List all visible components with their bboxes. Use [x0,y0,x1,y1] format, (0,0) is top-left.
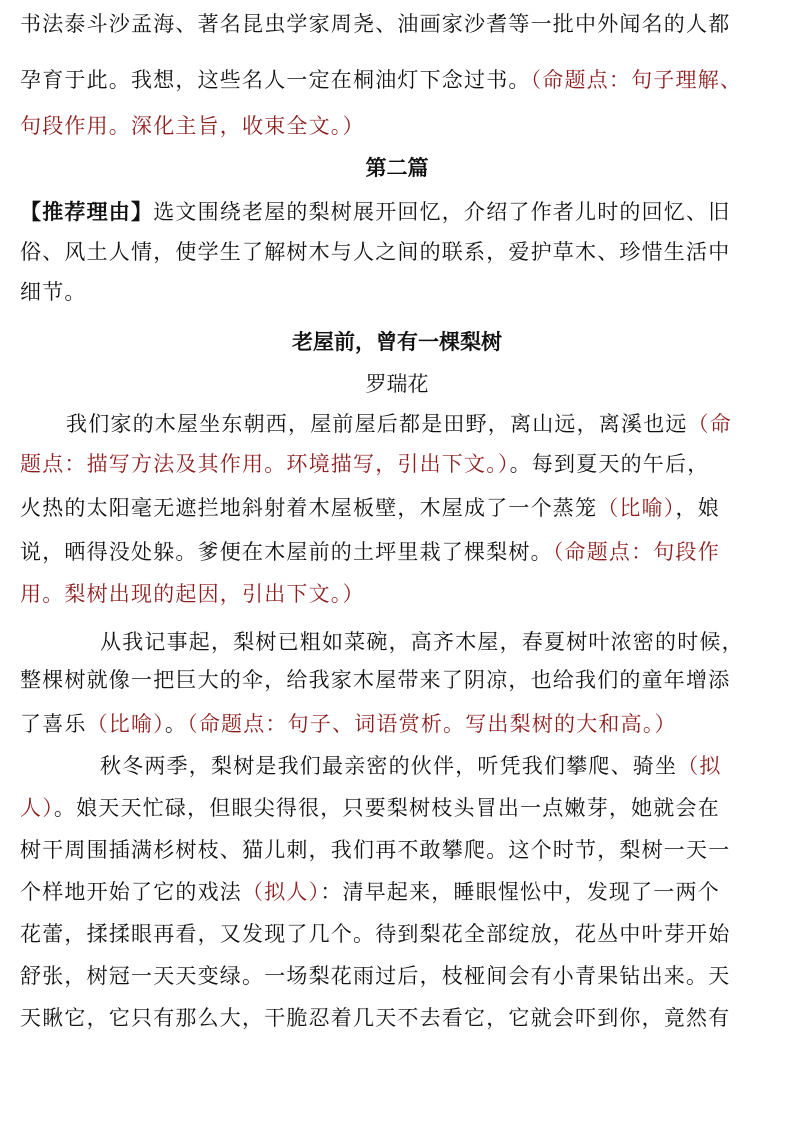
recommendation-line [20,194,780,230]
recommendation-label: 【推荐理由】 [20,200,154,224]
annotation-text: （拟 [677,754,722,778]
paragraph-line [100,748,780,784]
body-text: 火热的太阳毫无遮拦地斜射着木屋板壁，木屋成了一个蒸笼 [20,496,598,520]
annotation-line: 用。梨树出现的起因，引出下文。） [20,582,365,606]
body-text: 了喜乐 [20,712,87,736]
annotation-text: 人） [20,796,54,820]
body-text: 孕育于此。我想，这些名人一定在桐油灯下念过书。 [20,68,531,92]
article-title: 老屋前，曾有一棵梨树 [292,330,502,354]
annotation-text: （命题点：句段作 [552,540,720,564]
paragraph-line: 整棵树就像一把巨大的伞，给我家木屋带来了阴凉，也给我们的童年增添 [20,668,731,692]
recommendation-line: 俗、风土人情，使学生了解树木与人之间的联系，爱护草木、珍惜生活中 [20,240,731,264]
paragraph-line [66,406,780,442]
annotation-text: （比喻） [597,496,676,520]
article-author: 罗瑞花 [365,372,429,396]
body-text: 我们家的木屋坐东朝西，屋前屋后都是田野，离山远，离溪也远 [66,412,688,436]
annotation-text: （拟人） [242,880,321,904]
annotation-text: （命题点：句子理解、 [530,68,743,92]
paragraph-line [20,534,780,570]
paragraph-line: 花蕾，揉揉眼再看，又发现了几个。待到梨花全部绽放，花丛中叶芽开始 [20,922,731,946]
body-text: 。 [164,712,188,736]
paragraph-line: 树干周围插满杉树枝、猫儿刺，我们再不敢攀爬。这个时节，梨树一天一 [20,838,731,862]
annotation-text: 题点：描写方法及其作用。环境描写，引出下文。） [20,452,510,476]
paragraph-line: 从我记事起，梨树已粗如菜碗，高齐木屋，春夏树叶浓密的时候， [100,630,744,654]
annotation-text: （比喻） [86,712,165,736]
body-text: 选文围绕老屋的梨树展开回忆，介绍了作者儿时的回忆、旧 [153,200,731,224]
paragraph-line [20,62,780,98]
body-text: ，娘 [675,496,720,520]
body-text: 个样地开始了它的戏法 [20,880,242,904]
body-text: ：清早起来，睡眼惺忪中，发现了一两个 [320,880,720,904]
paragraph-line: 舒张，树冠一天天变绿。一场梨花雨过后，枝桠间会有小青果钻出来。天 [20,964,731,988]
section-title: 第二篇 [365,156,429,180]
body-text: 秋冬两季，梨树是我们最亲密的伙伴，听凭我们攀爬、骑坐 [100,754,678,778]
paragraph-line [20,874,780,910]
annotation-text: （命 [687,412,733,436]
recommendation-line: 细节。 [20,280,87,304]
annotation-text: （命题点：句子、词语赏析。写出梨树的大和高。） [187,712,677,736]
paragraph-line: 书法泰斗沙孟海、著名昆虫学家周尧、油画家沙耆等一批中外闻名的人都 [20,12,731,36]
body-text: 。娘天天忙碌，但眼尖得很，只要梨树枝头冒出一点嫩芽，她就会在 [53,796,720,820]
annotation-line: 句段作用。深化主旨，收束全文。） [20,114,365,138]
body-text: 说，晒得没处躲。爹便在木屋前的土坪里栽了棵梨树。 [20,540,553,564]
paragraph-line [20,790,780,826]
paragraph-line [20,446,780,482]
paragraph-line: 天瞅它，它只有那么大，干脆忍着几天不去看它，它就会吓到你，竟然有 [20,1006,731,1030]
body-text: 。每到夏天的午后， [509,452,710,476]
paragraph-line [20,490,780,526]
paragraph-line [20,706,780,742]
